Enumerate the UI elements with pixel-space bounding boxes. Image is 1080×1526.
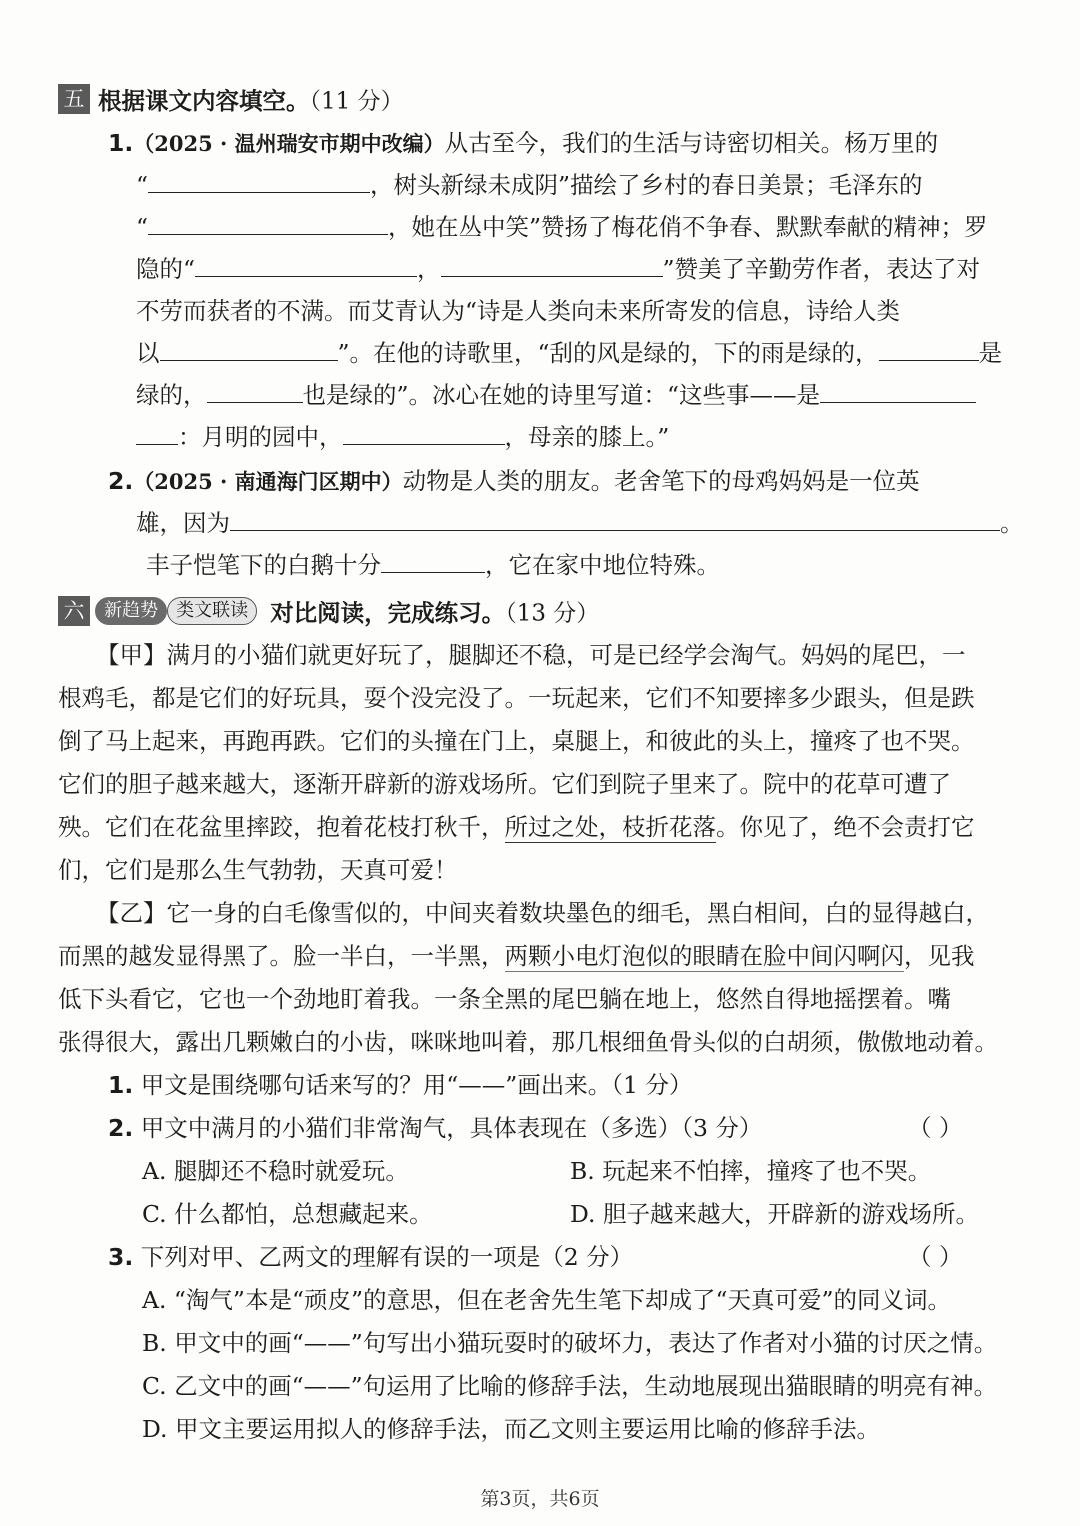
s6-q1: 1. 甲文是围绕哪句话来写的？用“——”画出来。（1 分） [108,1071,693,1099]
s5-q1-line-5: 不劳而获者的不满。而艾青认为“诗是人类向未来所寄发的信息，诗给人类 [136,297,901,325]
blank-field[interactable] [230,504,1000,531]
section-6-header [58,594,599,628]
s5-q1-line-2: “ ，树头新绿未成阴”描绘了乡村的春日美景；毛泽东的 [136,164,923,206]
trend-tag: 新趋势 [95,597,167,625]
blank-field[interactable] [343,418,505,445]
s6-q3-option-a[interactable]: A. “淘气”本是“顽皮”的意思，但在老舍先生笔下却成了“天真可爱”的同义词。 [142,1286,951,1314]
blank-field[interactable] [207,376,303,403]
s6-q3: 3. 下列对甲、乙两文的理解有误的一项是（2 分） [108,1243,634,1271]
s5-q2-line-2: 雄，因为 。 [136,502,1024,544]
section-6-score: （13 分） [505,600,600,627]
blank-field[interactable] [820,376,976,403]
s6-q2: 2. 甲文中满月的小猫们非常淘气，具体表现在（多选）（3 分） [108,1114,763,1142]
jia-line-2: 根鸡毛，都是它们的好玩具，耍个没完没了。一玩起来，它们不知要摔多少跟头，但是跌 [58,684,975,712]
s6-q2-answer-bracket[interactable]: （ ） [908,1114,963,1142]
s5-q1-line-4: 隐的“ ， ”赞美了辛勤劳作者，表达了对 [136,248,980,290]
blank-field[interactable] [381,546,485,573]
blank-field[interactable] [148,166,370,193]
s6-q2-option-c[interactable]: C. 什么都怕，总想藏起来。 [142,1200,433,1228]
blank-field[interactable] [879,334,979,361]
blank-field[interactable] [441,250,663,277]
blank-field[interactable] [160,334,338,361]
section-5-title: 根据课文内容填空。 [98,87,310,115]
s5-q1-line-8: ：月明的园中， ，母亲的膝上。” [136,416,669,458]
s5-q2-source: （2025 · 南通海门区期中） [133,469,403,494]
yi-line-4: 张得很大，露出几颗嫩白的小齿，咪咪地叫着，那几根细鱼骨头似的白胡须，傲傲地动着。 [58,1028,998,1056]
s6-q2-option-b[interactable]: B. 玩起来不怕摔，撞疼了也不哭。 [570,1157,932,1185]
s5-q1-line-7: 绿的， 也是绿的”。冰心在她的诗里写道：“这些事——是 [136,374,976,416]
s5-q1-line-3: “ ，她在丛中笑”赞扬了梅花俏不争春、默默奉献的精神；罗 [136,206,988,248]
s6-q3-answer-bracket[interactable]: （ ） [908,1243,963,1271]
s5-q1-line-6: 以 ”。在他的诗歌里，“刮的风是绿的，下的雨是绿的， 是 [136,332,1002,374]
page-number: 第3页，共6页 [480,1488,600,1510]
yi-line-2: 而黑的越发显得黑了。脸一半白，一半黑，两颗小电灯泡似的眼睛在脸中间闪啊闪，见我 [58,942,975,970]
jia-line-6: 们，它们是那么生气勃勃，天真可爱！ [58,856,458,884]
s5-q2-line-3: 丰子恺笔下的白鹅十分 ，它在家中地位特殊。 [146,544,720,586]
s6-q2-option-d[interactable]: D. 胆子越来越大，开辟新的游戏场所。 [570,1200,979,1228]
blank-field[interactable] [195,250,417,277]
jia-line-5: 殃。它们在花盆里摔跤，抱着花枝打秋千，所过之处，枝折花落。你见了，绝不会责打它 [58,813,975,841]
s6-q3-option-d[interactable]: D. 甲文主要运用拟人的修辞手法，而乙文则主要运用比喻的修辞手法。 [142,1415,880,1443]
s6-q3-option-c[interactable]: C. 乙文中的画“——”句运用了比喻的修辞手法，生动地展现出猫眼睛的明亮有神。 [142,1372,998,1400]
section-5-header [58,82,404,116]
blank-field[interactable] [136,418,178,445]
jia-line-4: 它们的胆子越来越大，逐渐开辟新的游戏场所。它们到院子里来了。院中的花草可遭了 [58,770,951,798]
underlined-sentence: 两颗小电灯泡似的眼睛在脸中间闪啊闪 [504,942,904,970]
jia-line-1: 【甲】满月的小猫们就更好玩了，腿脚还不稳，可是已经学会淘气。妈妈的尾巴，一 [96,641,966,669]
jia-line-3: 倒了马上起来，再跑再跌。它们的头撞在门上，桌腿上，和彼此的头上，撞疼了也不哭。 [58,727,975,755]
linked-reading-tag: 类文联读 [167,597,257,625]
s5-q1-source: （2025 · 温州瑞安市期中改编） [133,131,445,156]
underlined-sentence: 所过之处，枝折花落 [504,813,716,841]
blank-field[interactable] [148,208,388,235]
yi-line-3: 低下头看它，它也一个劲地盯着我。一条全黑的尾巴躺在地上，悠然自得地摇摆着。嘴 [58,985,951,1013]
s5-q2-line-1: 2.（2025 · 南通海门区期中）动物是人类的朋友。老舍笔下的母鸡妈妈是一位英 [108,467,920,495]
section-5-score: （11 分） [309,88,404,115]
yi-line-1: 【乙】它一身的白毛像雪似的，中间夹着数块墨色的细毛，黑白相间，白的显得越白， [96,899,989,927]
section-6-title: 对比阅读，完成练习。 [270,599,506,627]
s6-q3-option-b[interactable]: B. 甲文中的画“——”句写出小猫玩耍时的破坏力，表达了作者对小猫的讨厌之情。 [142,1329,998,1357]
section-5-badge: 五 [58,84,90,114]
s5-q1-line-1: 1.（2025 · 温州瑞安市期中改编）从古至今，我们的生活与诗密切相关。杨万里的 [108,129,939,157]
section-6-badge: 六 [58,596,90,626]
s6-q2-option-a[interactable]: A. 腿脚还不稳时就爱玩。 [142,1157,409,1185]
